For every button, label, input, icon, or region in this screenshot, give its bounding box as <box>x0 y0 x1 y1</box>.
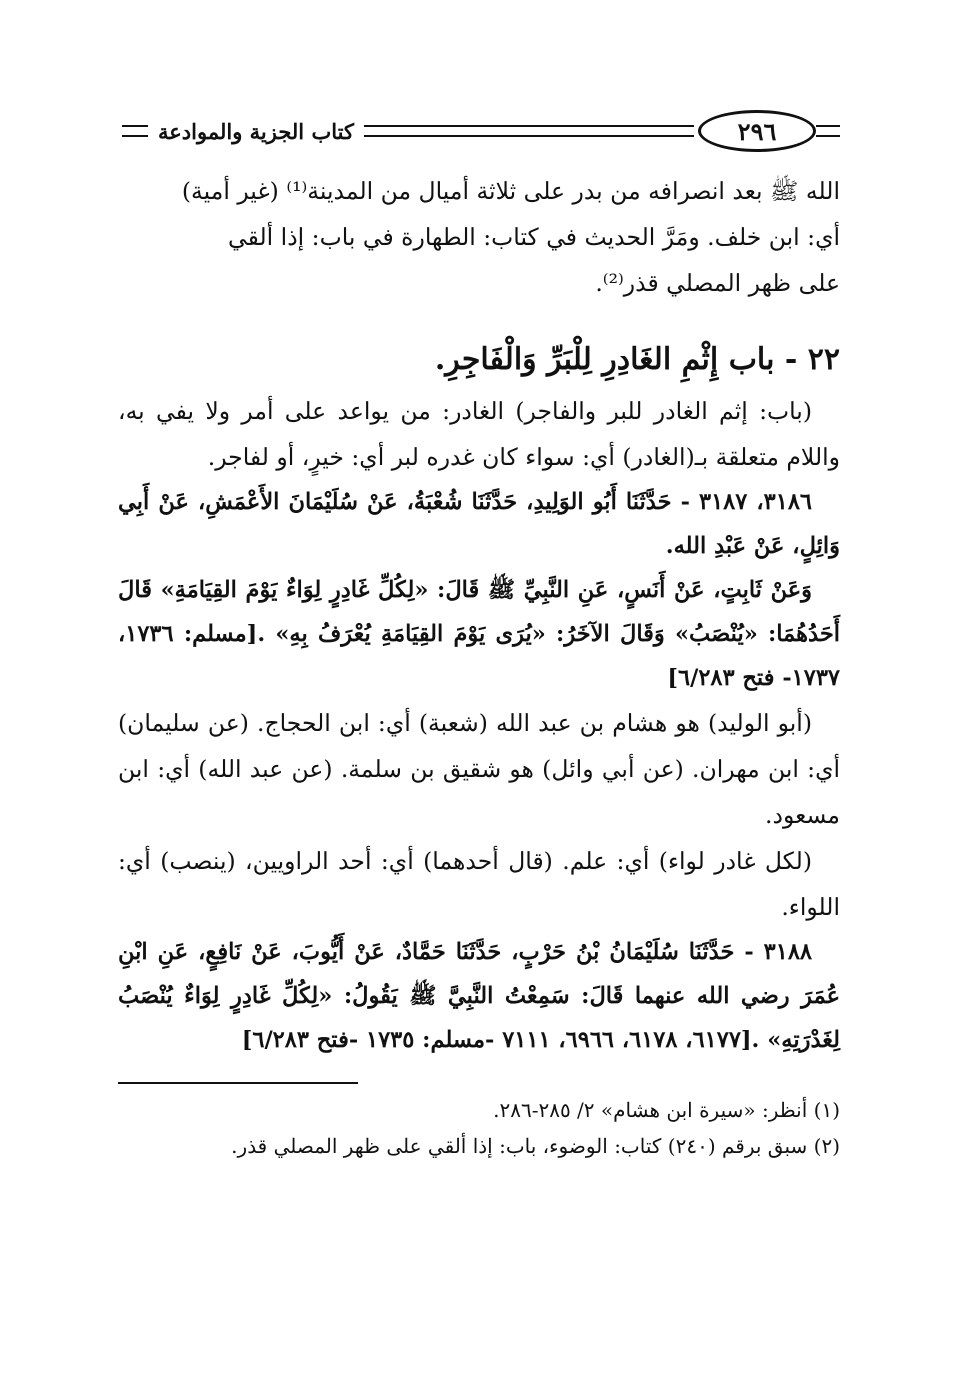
hadith-paragraph-2: وَعَنْ ثَابِتٍ، عَنْ أَنَسٍ، عَنِ النَّبِيِّ ﷺ قَالَ: «لِكُلِّ غَادِرٍ لِوَاءٌ يَوْمَ القِيَامَةِ» قَالَ أَحَدُهُمَا: «يُنْصَبُ» وَقَالَ الآخَرُ: «يُرَى يَوْمَ القِيَامَةِ يُعْرَفُ بِهِ» .[مسلم: ١٧٣٦، ١٧٣٧- فتح ٦/٢٨٣] <box>118 577 840 691</box>
header-rule <box>364 125 694 137</box>
commentary-paragraph-1: (باب: إثم الغادر للبر والفاجر) الغادر: من يواعد على أمر ولا يفي به، واللام متعلقة بـ(الغادر) أي: سواء كان غدره لبر أي: خيرٍ، أو لفاجر. <box>118 397 840 471</box>
chapter-heading: ٢٢ - باب إِثْمِ الغَادِرِ لِلْبَرِّ وَالْفَاجِرِ. <box>434 342 840 377</box>
header-ornament-left <box>122 125 148 137</box>
book-title: كتاب الجزية والموادعة <box>158 118 354 144</box>
intro-line-2: أي: ابن خلف. ومَرَّ الحديث في كتاب: الطهارة في باب: إذا ألقي <box>228 223 840 251</box>
footnote-2: (٢) سبق برقم (٢٤٠) كتاب: الوضوء، باب: إذا ألقي على ظهر المصلي قذر. <box>231 1134 840 1158</box>
footnote-1: (١) أنظر: «سيرة ابن هشام» ٢/ ٢٨٥-٢٨٦. <box>493 1098 840 1122</box>
commentary-paragraph-3: (لكل غادر لواء) أي: علم. (قال أحدهما) أي: أحد الراويين، (ينصب) أي: اللواء. <box>118 847 840 921</box>
commentary-paragraph-2: (أبو الوليد) هو هشام بن عبد الله (شعبة) أي: ابن الحجاج. (عن سليمان) أي: ابن مهران. (عن أبي وائل) هو شقيق بن سلمة. (عن عبد الله) أي: ابن مسعود. <box>118 709 840 829</box>
intro-line-1: الله ﷺ بعد انصرافه من بدر على ثلاثة أميال من المدينة⁽¹⁾ (غير أمية) <box>181 177 840 205</box>
page-number: ٢٩٦ <box>698 110 816 152</box>
hadith-paragraph-1: ٣١٨٦، ٣١٨٧ - حَدَّثَنَا أَبُو الوَلِيدِ، حَدَّثَنَا شُعْبَةُ، عَنْ سُلَيْمَانَ الأَعْمَشِ، عَنْ أَبِي وَائِلٍ، عَنْ عَبْدِ الله. <box>118 489 840 559</box>
page-header <box>118 100 840 162</box>
book-page <box>118 100 840 1300</box>
footnotes <box>118 1092 840 1164</box>
header-ornament-right <box>816 125 840 137</box>
main-text <box>118 168 840 1062</box>
footnote-separator <box>118 1082 358 1084</box>
intro-line-3: على ظهر المصلي قذر⁽²⁾. <box>595 269 840 297</box>
hadith-paragraph-3: ٣١٨٨ - حَدَّثَنَا سُلَيْمَانُ بْنُ حَرْبٍ، حَدَّثَنَا حَمَّادٌ، عَنْ أَيُّوبَ، عَنْ نَافِعٍ، عَنِ ابْنِ عُمَرَ رضي الله عنهما قَالَ: سَمِعْتُ النَّبِيَّ ﷺ يَقُولُ: «لِكُلِّ غَادِرٍ لِوَاءٌ يُنْصَبُ لِغَدْرَتِهِ» .[٦١٧٧، ٦١٧٨، ٦٩٦٦، ٧١١١ -مسلم: ١٧٣٥ -فتح ٦/٢٨٣] <box>118 939 840 1053</box>
